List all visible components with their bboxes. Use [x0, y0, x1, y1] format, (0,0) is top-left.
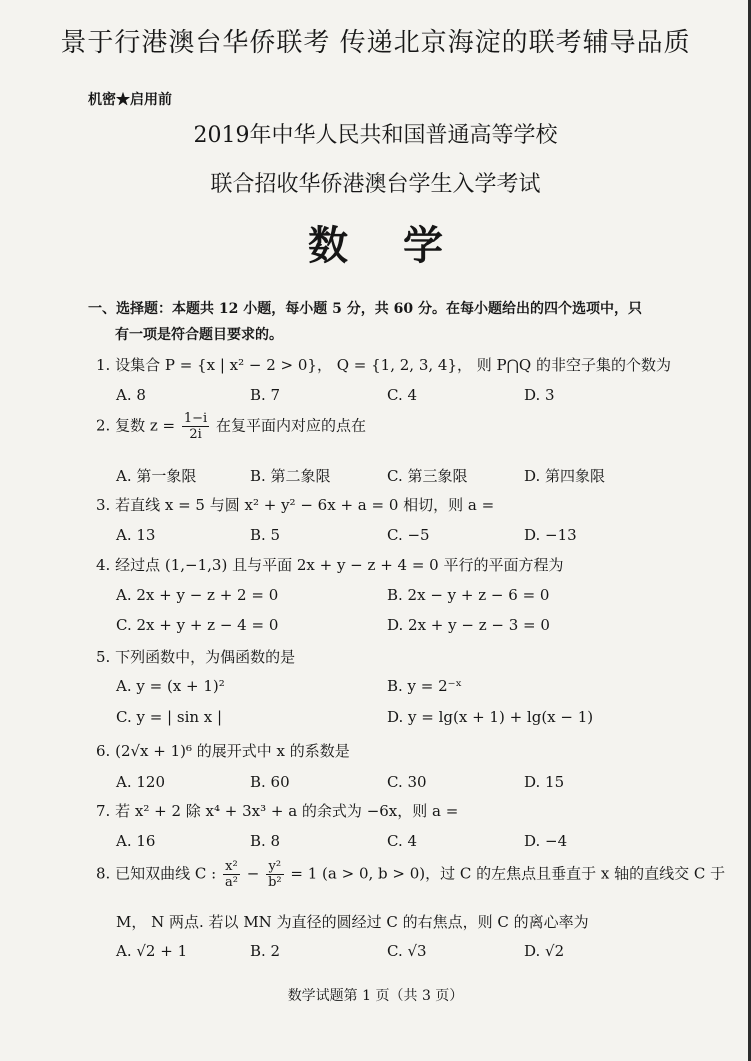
minus-sign: − — [246, 864, 260, 883]
q7-option-c: C. 4 — [387, 832, 418, 850]
question-number: 2. — [96, 416, 111, 435]
fraction-y — [266, 859, 284, 890]
q1-option-b: B. 7 — [250, 386, 281, 404]
section-instructions-line2: 有一项是符合题目要求的。 — [115, 327, 283, 343]
question-3 — [96, 494, 494, 515]
question-stem: 设集合 P = {x | x² − 2 > 0}， Q = {1, 2, 3, 4}， 则 P⋂Q 的非空子集的个数为 — [115, 356, 672, 374]
question-8 — [96, 859, 725, 890]
fraction-x — [223, 859, 240, 890]
q7-option-a: A. 16 — [116, 832, 156, 850]
q5-option-d: D. y = lg(x + 1) + lg(x − 1) — [387, 708, 594, 726]
q4-option-b: B. 2x − y + z − 6 = 0 — [387, 586, 550, 604]
question-stem-post: 在复平面内对应的点在 — [216, 416, 367, 435]
question-number: 3. — [96, 496, 111, 514]
q6-option-a: A. 120 — [116, 773, 165, 791]
q3-option-b: B. 5 — [250, 526, 281, 544]
q6-option-d: D. 15 — [524, 773, 565, 791]
question-number: 5. — [96, 648, 111, 666]
q5-option-a: A. y = (x + 1)² — [116, 677, 225, 695]
section-instructions-line1: 一、选择题：本题共 12 小题，每小题 5 分，共 60 分。在每小题给出的四个选项中，只 — [88, 301, 642, 317]
banner-heading: 景于行港澳台华侨联考 传递北京海淀的联考辅导品质 — [60, 28, 691, 58]
question-8-line2: M， N 两点. 若以 MN 为直径的圆经过 C 的右焦点，则 C 的离心率为 — [116, 913, 589, 931]
q4-option-a: A. 2x + y − z + 2 = 0 — [116, 586, 279, 604]
fraction-numerator: 1−i — [183, 411, 208, 426]
q5-option-b: B. y = 2⁻ˣ — [387, 677, 462, 695]
q7-option-d: D. −4 — [524, 832, 568, 850]
fraction-denominator: a² — [224, 875, 238, 890]
q3-option-a: A. 13 — [116, 526, 156, 544]
q3-option-d: D. −13 — [524, 526, 577, 544]
q2-option-a: A. 第一象限 — [116, 467, 197, 485]
question-number: 8. — [96, 864, 111, 883]
q1-option-a: A. 8 — [116, 386, 146, 404]
question-number: 7. — [96, 802, 111, 820]
question-number: 1. — [96, 356, 111, 374]
question-6 — [96, 740, 350, 761]
question-7 — [96, 800, 458, 821]
exam-title-line2: 联合招收华侨港澳台学生入学考试 — [210, 172, 541, 197]
question-number: 4. — [96, 556, 111, 574]
question-stem: (2√x + 1)⁶ 的展开式中 x 的系数是 — [115, 742, 350, 760]
q2-option-d: D. 第四象限 — [524, 467, 606, 485]
question-stem: 经过点 (1,−1,3) 且与平面 2x + y − z + 4 = 0 平行的平面方程为 — [115, 556, 564, 574]
q8-option-a: A. √2 + 1 — [116, 942, 188, 960]
question-number: 6. — [96, 742, 111, 760]
fraction — [182, 411, 209, 442]
q1-option-d: D. 3 — [524, 386, 555, 404]
question-2 — [96, 411, 366, 442]
question-stem: 若直线 x = 5 与圆 x² + y² − 6x + a = 0 相切，则 a = — [115, 496, 495, 514]
q1-option-c: C. 4 — [387, 386, 418, 404]
q6-option-c: C. 30 — [387, 773, 427, 791]
fraction-numerator: x² — [223, 859, 240, 875]
question-stem-pre: 复数 z = — [115, 416, 176, 435]
subject-title: 数学 — [308, 222, 498, 269]
q8-option-c: C. √3 — [387, 942, 427, 960]
question-stem: 若 x² + 2 除 x⁴ + 3x³ + a 的余式为 −6x，则 a = — [115, 802, 459, 820]
question-stem-pre: 已知双曲线 C : — [115, 864, 217, 883]
q7-option-b: B. 8 — [250, 832, 281, 850]
q4-option-d: D. 2x + y − z − 3 = 0 — [387, 616, 550, 634]
q6-option-b: B. 60 — [250, 773, 290, 791]
exam-title-line1: 2019年中华人民共和国普通高等学校 — [193, 123, 558, 148]
q8-option-d: D. √2 — [524, 942, 565, 960]
q2-option-b: B. 第二象限 — [250, 467, 331, 485]
q4-option-c: C. 2x + y + z − 4 = 0 — [116, 616, 279, 634]
q8-option-b: B. 2 — [250, 942, 281, 960]
confidential-label: 机密★启用前 — [88, 92, 172, 108]
fraction-denominator: 2i — [189, 427, 202, 442]
question-stem: 下列函数中，为偶函数的是 — [115, 648, 296, 666]
page-footer: 数学试题第 1 页（共 3 页） — [287, 988, 464, 1004]
question-5 — [96, 646, 295, 667]
q5-option-c: C. y = | sin x | — [116, 708, 223, 726]
q3-option-c: C. −5 — [387, 526, 430, 544]
question-4 — [96, 554, 564, 575]
question-stem-post: = 1 (a > 0, b > 0)，过 C 的左焦点且垂直于 x 轴的直线交 C 于 — [290, 864, 726, 883]
fraction-denominator: b² — [268, 875, 282, 890]
question-1 — [96, 354, 671, 375]
q2-option-c: C. 第三象限 — [387, 467, 468, 485]
fraction-numerator: y² — [266, 859, 284, 875]
